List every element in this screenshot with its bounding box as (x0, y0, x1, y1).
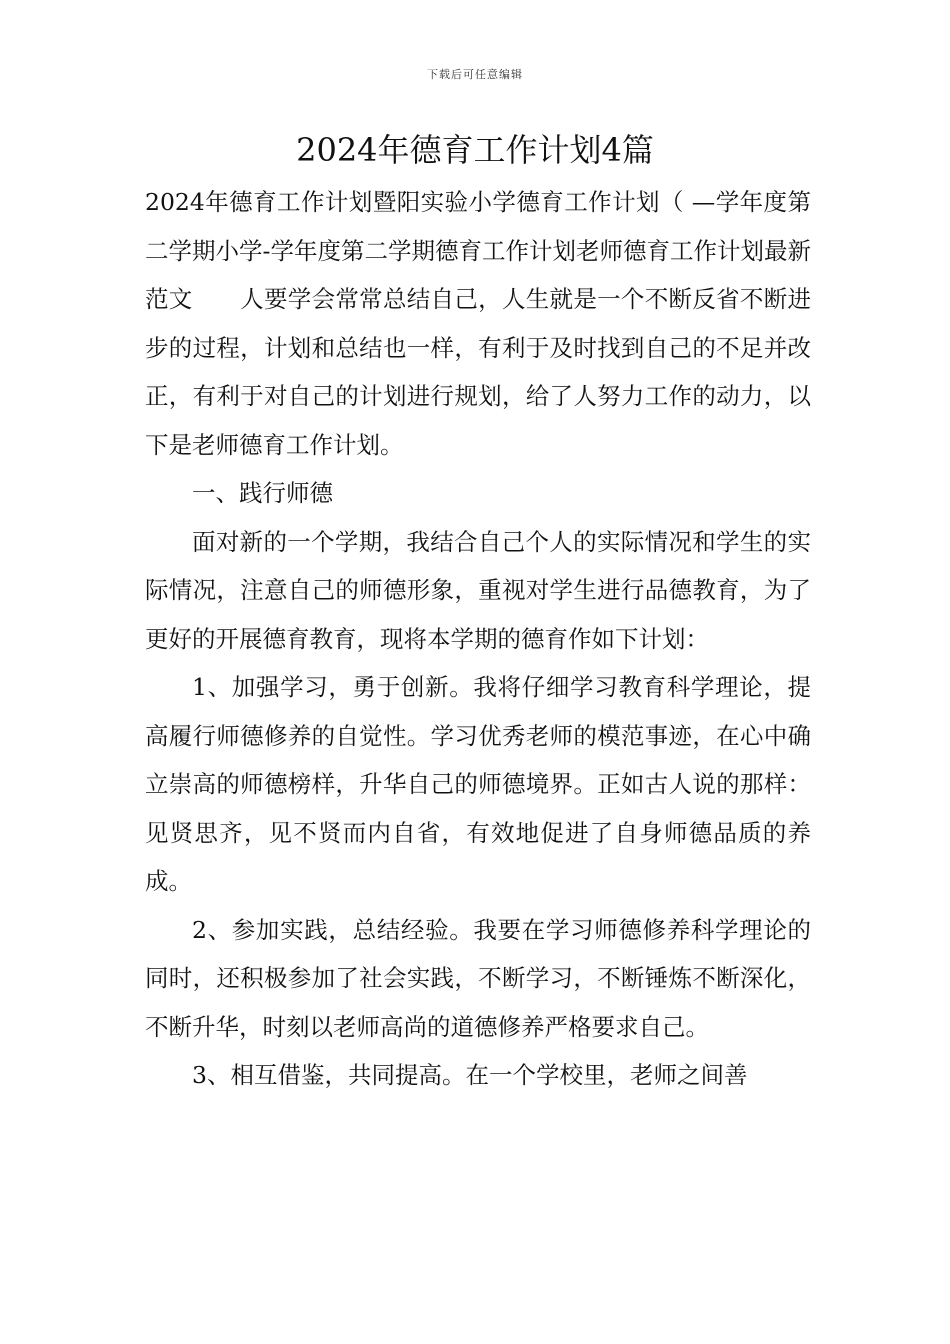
paragraph: 3、相互借鉴，共同提高。在一个学校里，老师之间善 (192, 1061, 748, 1089)
document-title: 2024年德育工作计划4篇 (296, 131, 654, 169)
header-note: 下载后可任意编辑 (427, 68, 523, 81)
paragraph: 2、参加实践，总结经验。我要在学习师德修养科学理论的同时，还积极参加了社会实践，不断学习，不断锤炼不断深化，不断升华，时刻以老师高尚的道德修养严格要求自己。 (145, 915, 811, 1041)
paragraph-intro: 2024年德育工作计划暨阳实验小学德育工作计划（ —学年度第二学期小学-学年度第二学期德育工作计划老师德育工作计划最新范文 人要学会常常总结自己，人生就是一个不断反省不断进步的过程，计划和总结也一样，有利于及时找到自己的不足并改正，有利于对自己的计划进行规划，给了人努力工作的动力，以下是老师德育工作计划。 (145, 188, 811, 459)
section-heading: 一、践行师德 (192, 479, 333, 507)
paragraph: 面对新的一个学期，我结合自己个人的实际情况和学生的实际情况，注意自己的师德形象，重视对学生进行品德教育，为了更好的开展德育教育，现将本学期的德育作如下计划： (145, 527, 811, 653)
document-body (145, 178, 811, 1100)
paragraph: 1、加强学习，勇于创新。我将仔细学习教育科学理论，提高履行师德修养的自觉性。学习优秀老师的模范事迹，在心中确立崇高的师德榜样，升华自己的师德境界。正如古人说的那样：见贤思齐，见不贤而内自省，有效地促进了自身师德品质的养成。 (145, 673, 811, 895)
